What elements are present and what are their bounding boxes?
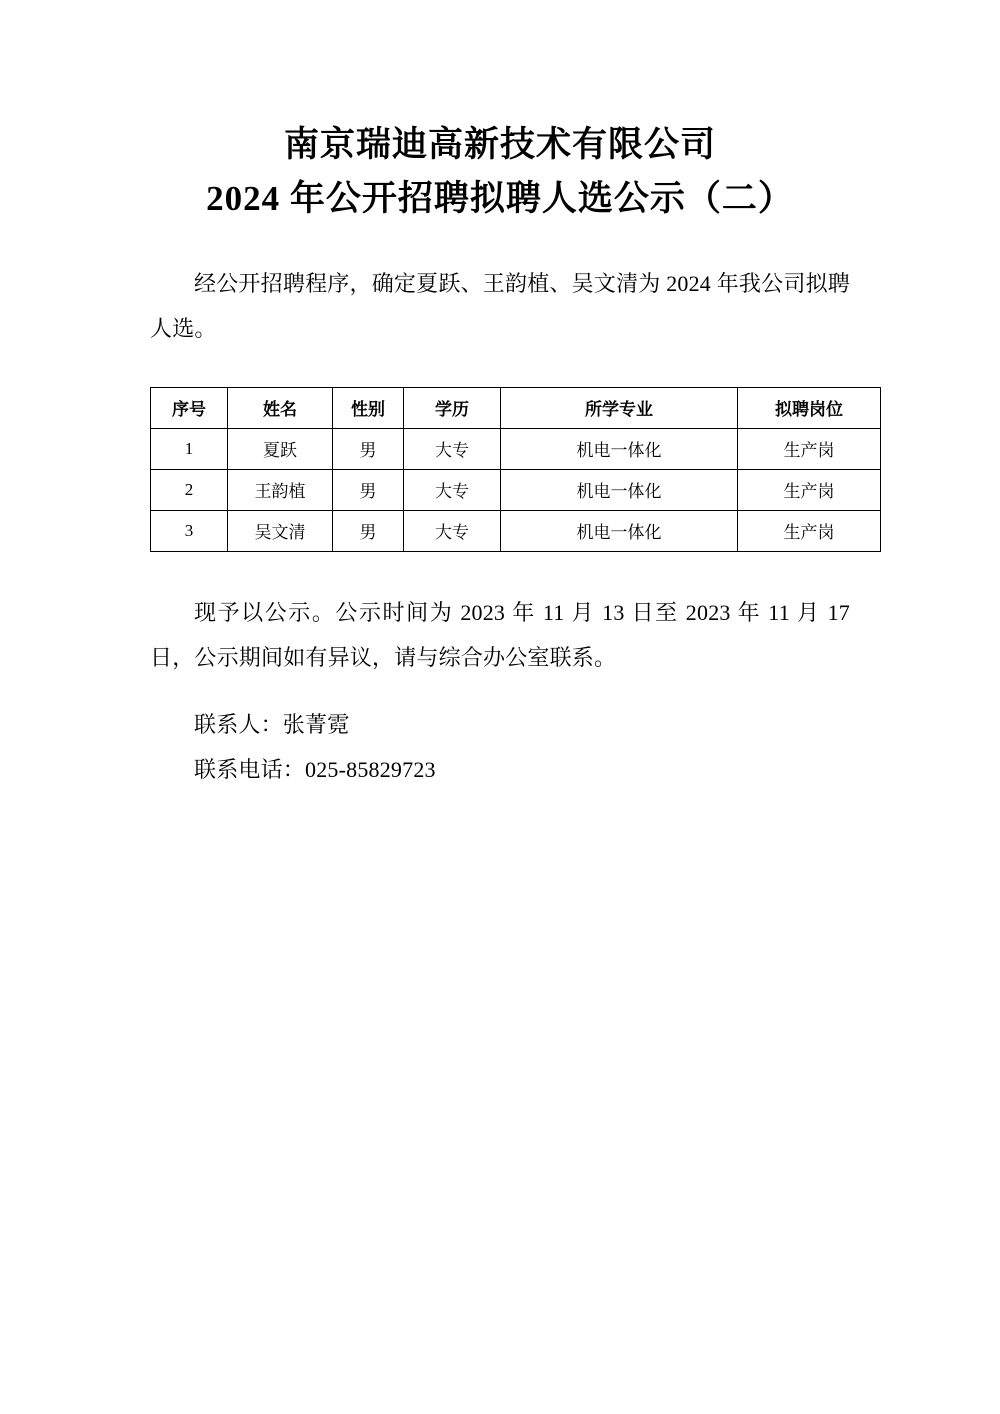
table-row [151,469,881,510]
cell-sex: 男 [333,510,404,551]
contact-person-line: 联系人：张菁霓 [194,711,350,737]
cell-sex: 男 [333,428,404,469]
cell-edu: 大专 [404,469,501,510]
header-cell-seq: 序号 [151,387,228,428]
staff-table-wrapper [150,373,850,562]
title-line-2: 2024 年公开招聘拟聘人选公示（二） [206,179,794,219]
contact-phone-line: 联系电话：025-85829723 [194,756,436,782]
cell-edu: 大专 [404,510,501,551]
document-body [0,261,1000,793]
table-row [151,510,881,551]
table-header-row [151,387,881,428]
title-line-1: 南京瑞迪高新技术有限公司 [283,125,716,164]
header-cell-major: 所学专业 [501,387,738,428]
header-cell-sex: 性别 [333,387,404,428]
candidate-table [150,387,881,552]
header-cell-name: 姓名 [228,387,333,428]
table-row [151,428,881,469]
header-cell-edu: 学历 [404,387,501,428]
cell-post: 生产岗 [738,428,881,469]
cell-seq: 3 [151,510,228,551]
cell-major: 机电一体化 [501,428,738,469]
table-spacer [150,562,850,568]
cell-seq: 1 [151,428,228,469]
cell-post: 生产岗 [738,469,881,510]
header-cell-post: 拟聘岗位 [738,387,881,428]
paragraph-notice: 现予以公示。公示时间为 2023 年 11 月 13 日至 2023 年 11 月 17 日，公示期间如有异议，请与综合办公室联系。 [150,599,850,670]
cell-major: 机电一体化 [501,510,738,551]
cell-sex: 男 [333,469,404,510]
cell-seq: 2 [151,469,228,510]
cell-name: 王韵植 [228,469,333,510]
cell-major: 机电一体化 [501,469,738,510]
cell-name: 吴文清 [228,510,333,551]
cell-name: 夏跃 [228,428,333,469]
paragraph-intro: 经公开招聘程序，确定夏跃、王韵植、吴文清为 2024 年我公司拟聘人选。 [150,270,850,341]
document-title [0,0,1000,227]
cell-edu: 大专 [404,428,501,469]
cell-post: 生产岗 [738,510,881,551]
